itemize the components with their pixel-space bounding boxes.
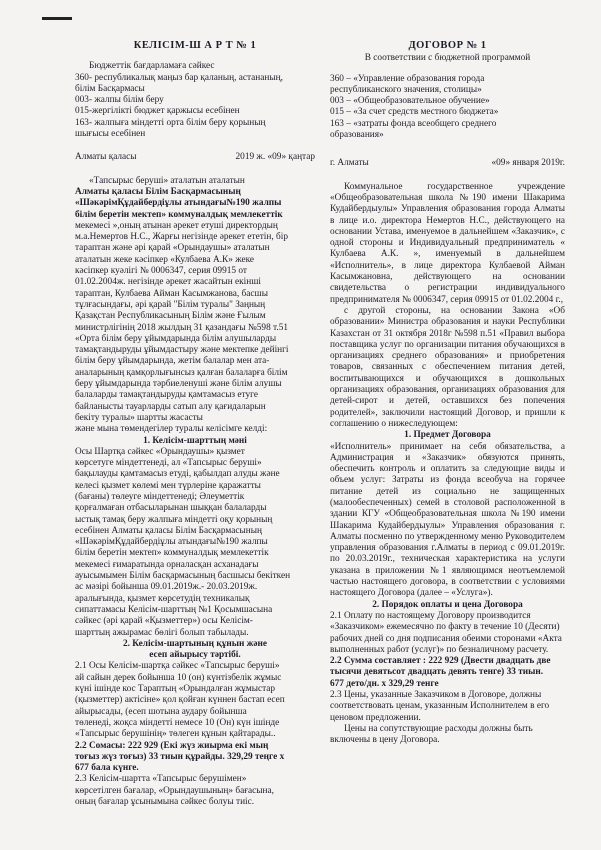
text-line: «Тапсырыс беруші» аталатын аталатын <box>89 175 245 186</box>
budget-line: республиканского значения, столицы» <box>330 84 482 95</box>
contract-title-kz: КЕЛІСІМ-Ш А Р Т № 1 <box>133 40 257 51</box>
section-2-subheading-kz: есеп айырысу тәртібі. <box>149 650 241 661</box>
text-line: тоғыз жүз тоғыз) 33 тиын құрайды. 329,29 теңге х <box>75 751 285 762</box>
section-1-heading-kz: 1. Келісім-шарттың мәні <box>143 435 247 446</box>
text-line: оның бағалар ұсынымына сәйкес болуы тиіс. <box>75 797 255 807</box>
text-line: төленеді, жоқса міндетті немесе 10 (Он) күн ішінде <box>75 717 280 728</box>
text-line: бақылауды қамтамасыз етуді, қабылдап алуды және <box>75 469 280 480</box>
text-line: және мына төмендегілер туралы келісімге келді: <box>75 424 268 435</box>
text-line: сипаттамасы Келісім-шарттың №1 Қосымшасына <box>75 604 273 615</box>
text-line: «ШәкәрімҚұдайбердіұлы атындағы№190 жалпы <box>75 198 282 209</box>
budget-block-kz <box>75 61 315 140</box>
text-line: келесі қызмет көлемі мен түрлеріне қаражатты <box>75 480 261 491</box>
budget-line: Бюджеттік бағдарламаға сәйкес <box>89 61 215 72</box>
text-line: 2.1 Осы Келісім-шартқа сәйкес «Тапсырыс беруші» <box>75 661 280 672</box>
text-line: есебінен Алматы қаласы Білім Басқармасының <box>75 525 262 536</box>
budget-line: 015-жергілікті бюджет қаржысы есебінен <box>75 106 240 117</box>
clause-2-3-ru: 2.3 Цены, указанные Заказчиком в Договоре, должны соответствовать ценам, указанным Исполнителем в его ценовом предложении. <box>330 690 550 723</box>
text-line: сәйкес (әрі қарай «Қызметтер») осы Келісім- <box>75 616 253 627</box>
text-line: «Орта білім беру ұйымдарында білім алушыларды <box>75 333 277 344</box>
text-line: тараптан, Кулбаева Айман Касымжанова, басшы <box>75 288 268 299</box>
text-line: ауысымымен Білім басқармасының басшысы бекіткен <box>75 571 291 582</box>
text-line: аталатын жеке кәсіпкер «Кулбаева А.К» жеке <box>75 254 255 265</box>
text-line: айырысады, (есеп шотына аудару бойынша <box>75 706 247 717</box>
text-line: 01.02.2004ж. негізінде әрекет жасайтын екінші <box>75 277 261 288</box>
budget-line: шығысы есебінен <box>75 129 146 140</box>
contract-subtitle-ru: В соответствии с бюджетной программой <box>364 53 531 64</box>
place-date-ru <box>330 158 565 169</box>
text-line: шарттың ажырамас бөлігі болып табылады. <box>75 627 249 638</box>
text-line: аралығында, қызмет көрсетудің техникалық <box>75 593 250 604</box>
text-line: кәсіпкер куәлігі № 0006347, серия 09915 от <box>75 266 247 277</box>
section-2-kz <box>75 661 315 808</box>
contract-title-ru: ДОГОВОР № 1 <box>408 40 487 51</box>
section-1-ru: «Исполнитель» принимает на себя обязательства, а Администрация и «Заказчик» обязуются принять, обеспечить контроль и оплатить за следующие виды и объем услуг: Затраты из фонда всеобуча на горячее питание детей из социально не защищенных (малообеспеченных) семей в столовой расположенной в здании КГУ «Общеобразовательная школа №190 имени Шакарима Кудайбердыулы» Управления образования г. Алматы посменно по утвержденному меню Руководителем управления образования г.Алматы в период с 09.01.2019г. по 20.03.2019г., техническая характеристика на услуги указана в приложении №1 являющимся неотъемлемой частью настоящего договора, в соответствии с условиями настоящего Договора (далее – «Услуга»). <box>330 441 565 599</box>
text-line: байланысты тауарларды сатып алу қағидаларын <box>75 401 266 412</box>
budget-line: образования» <box>330 130 384 141</box>
text-line: балаларды тамақтандыруды қамтамасыз етуге <box>75 390 258 401</box>
clause-2-2-ru: 2.2 Сумма составляет : 222 929 (Двести двадцать две тысячи девятьсот двадцать девять тенге) 33 тиын. <box>330 656 551 678</box>
text-line: ыстық тамақ беру жалпыға міндетті оқу қорының <box>75 514 273 525</box>
preamble-continued-ru: с другой стороны, на основании Закона «Об образовании» Министра образования и науки Республики Казахстан от 31 октября 2018г №598 п.51 «Правил выбора поставщика услуг по организации питания обучающихся в организациях среднего образования» и приобретения товаров, связанных с обеспечением питания детей, воспитывающихся и обучающихся в дошкольных организациях образования, организациях образования для детей-сирот и детей, оставшихся без попечения родителей», заключили настоящий Договор, и пришли к соглашению о нижеследующем: <box>330 305 565 429</box>
budget-line: 360 – «Управление образования города <box>330 73 485 84</box>
text-line: қорғалмаған отбасыларынан шыққан балаларды <box>75 503 267 514</box>
text-line: мекемесі »,оның атынан әрекет етуші директордың <box>75 220 278 231</box>
text-line: министрлігінің 2018 жылдың 31 қазандағы №598 т.51 <box>75 322 289 333</box>
text-line: м.а.Немертов Н.С., Жарғы негізінде әрекет ететін, бір <box>75 232 288 243</box>
text-line: ас мәзірі бойынша 09.01.2019ж.- 20.03.2019ж. <box>75 582 258 593</box>
text-line: аналарының қамқорлығынсыз қалған балаларға білім <box>75 367 288 378</box>
budget-line: 163 – «затраты фонда всеобщего среднего <box>330 118 497 129</box>
text-line: көрсетілген бағалар, «Орындаушының» бағасына, <box>75 785 274 796</box>
text-line: Осы Шартқа сәйкес «Орындаушы» қызмет <box>75 446 245 457</box>
date-ru: «09» января 2019г. <box>491 158 565 169</box>
budget-line: 163- жалпыға міндетті орта білім беру қорының <box>75 117 266 128</box>
section-2-heading-ru: 2. Порядок оплаты и цена Договора <box>372 599 523 610</box>
budget-line: 003- жалпы білім беру <box>75 95 164 106</box>
date-kz: 2019 ж. «09» қаңтар <box>235 152 315 163</box>
russian-column <box>330 40 565 747</box>
text-line: (қызметтер) актісіне» қол қойған күннен бастап есеп <box>75 695 285 706</box>
text-line: тамақтандыруды ұйымдастыру және мектепке дейінгі <box>75 345 289 356</box>
budget-line: 003 – «Общеобразовательное обучение» <box>330 96 490 107</box>
text-line: көрсетуге міндеттенеді, ал «Тапсырыс беруші» <box>75 458 262 469</box>
text-line: білім беру ұйымдарында, жетім балалар мен ата- <box>75 356 270 367</box>
text-line: «ШәкәрімҚұдайбердіұлы атындағы№190 жалпы <box>75 537 268 548</box>
clause-2-1-ru: 2.1 Оплату по настоящему Договору производится «Заказчиком» ежемесячно по факту в течение 10 (Десяти) рабочих дней со дня подписания обеими сторонами «Акта выполненных работ (услуг)» по безналичному расчету. <box>330 610 562 655</box>
preamble-kz <box>75 176 315 436</box>
clause-2-2-calc-ru: 677 дето/дн. х 329,29 тенге <box>330 678 439 689</box>
kazakh-column <box>75 40 315 808</box>
text-line: Қазақстан Республикасының Білім және Ғылым <box>75 311 266 322</box>
text-line: 2.3 Келісім-шартта «Тапсырыс берушімен» <box>75 774 247 785</box>
text-line: 2.2 Сомасы: 222 929 (Екі жүз жиырма екі мың <box>75 740 269 751</box>
scan-mark <box>42 17 72 20</box>
text-line: білім беретін мектеп» коммуналдық мемлекеттік <box>75 209 283 220</box>
city-ru: г. Алматы <box>330 158 369 169</box>
text-line: мекемесі ғимаратында орналасқан асханадағы <box>75 559 259 570</box>
budget-block-ru <box>330 74 565 142</box>
preamble-ru: Коммунальное государственное учреждение «Общеобразовательная школа №190 имени Шакарима Кудайбердыулы» Управления образования города Алматы в лице и.о. директора Немертов Н.С., действующего на основании Устава, именуемое в дальнейшем «Заказчик», с одной стороны и Индивидуальный предприниматель « Кулбаева А.К. », именуемый в дальнейшем «Исполнитель», в лице директора Кулбаевой Айман Касымжановна, действующего на основании свидетельства о регистрации индивидуального предпринимателя № 0006347, серия 09915 от 01.02.2004 г., <box>330 181 565 305</box>
city-kz: Алматы қаласы <box>75 152 137 163</box>
clause-2-3-continued-ru: Цены на сопутствующие расходы должны быть включены в цену Договора. <box>330 723 533 746</box>
text-line: беру ұйымдарында тәрбиеленуші және білім алушы <box>75 379 282 390</box>
text-line: білім беретін мектеп» коммуналдық мемлекеттік <box>75 548 269 559</box>
text-line: бекіту туралы» шартты жасасты <box>75 412 203 423</box>
budget-line: 360- республикалық маңыз бар қаланың, астананың, <box>75 72 283 83</box>
section-1-heading-ru: 1. Предмет Договора <box>404 430 491 441</box>
section-2-heading-kz: 2. Келісім-шартының құнын және <box>122 638 268 649</box>
text-line: Алматы қаласы Білім Басқармасының <box>75 186 241 197</box>
text-line: ай сайын дерек бойынша 10 (он) күнтізбелік жұмыс <box>75 672 282 683</box>
text-line: (бағаны) төлеуге міндеттенеді; Әлеуметтік <box>75 491 245 502</box>
place-date-kz <box>75 152 315 163</box>
text-line: «Тапсырыс берушінің» төлеген құнын қайтарады.. <box>75 729 276 740</box>
section-1-kz <box>75 447 315 639</box>
text-line: 677 бала күнге. <box>75 763 139 774</box>
budget-line: білім Басқармасы <box>75 83 145 94</box>
text-line: тұлғасындағы, әрі қарай "Білім туралы" Заңның <box>75 299 266 310</box>
text-line: күні ішінде кос Тараптың «Орындалған жұмыстар <box>75 684 276 695</box>
budget-line: 015 – «За счет средств местного бюджета» <box>330 107 499 118</box>
text-line: тараптан және әрі қарай «Орындаушы» аталатын <box>75 243 270 254</box>
